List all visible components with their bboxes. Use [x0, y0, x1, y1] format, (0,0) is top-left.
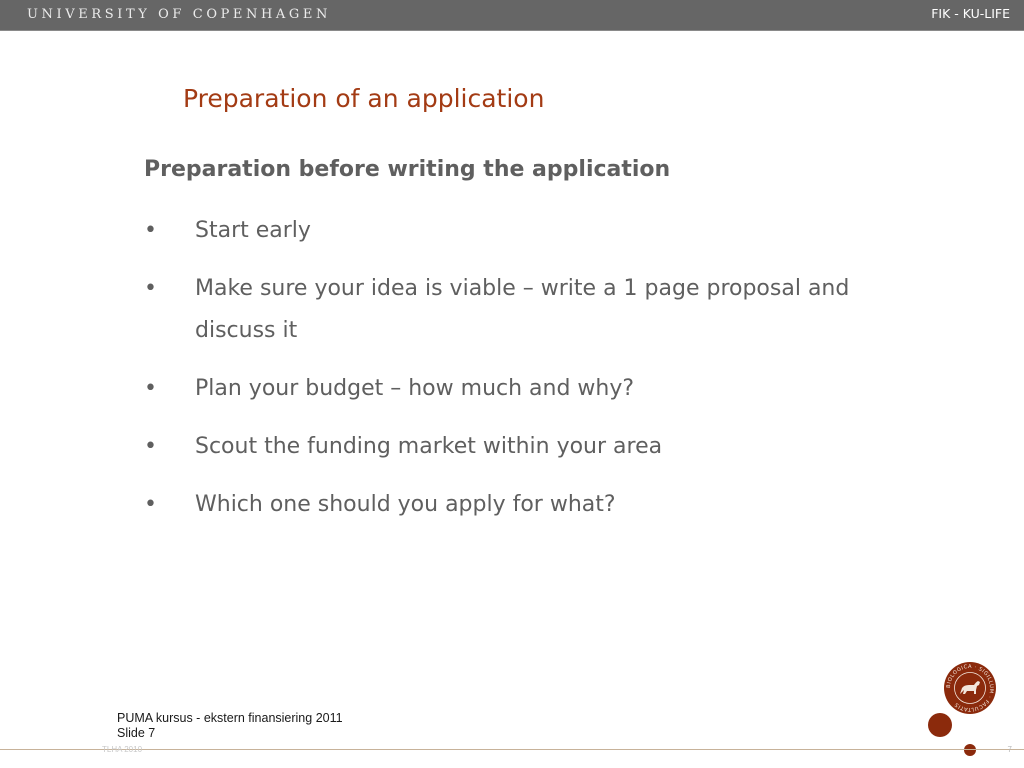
bullet-text: Which one should you apply for what? — [195, 492, 616, 517]
svg-text:BIOLOGICA · SIGILLUM · FACULTA: BIOLOGICA · SIGILLUM · FACULTATIS — [945, 663, 995, 713]
slide-subheading: Preparation before writing the application — [144, 157, 671, 182]
bullet-item — [144, 368, 855, 410]
bullet-dot: • — [144, 376, 157, 401]
footer-page-number: 7 — [1007, 745, 1012, 754]
header-bar — [0, 0, 1024, 31]
bullet-item — [144, 426, 855, 468]
bullet-dot: • — [144, 218, 157, 243]
bullet-item — [144, 210, 855, 252]
bullet-list — [144, 210, 850, 526]
bullet-text: Plan your budget – how much and why? — [195, 376, 635, 401]
slide-content — [144, 154, 850, 542]
bullet-text: Start early — [195, 218, 311, 243]
bullet-text: Make sure your idea is viable – write a 1 page proposal and discuss it — [195, 276, 850, 343]
bullet-dot: • — [144, 492, 157, 517]
slide-title: Preparation of an application — [183, 84, 545, 113]
bullet-item — [144, 484, 855, 526]
bullet-item — [144, 268, 855, 352]
bullet-text: Scout the funding market within your area — [195, 434, 663, 459]
footer-course: PUMA kursus - ekstern finansiering 2011 — [117, 711, 343, 725]
footer-slide-label: Slide 7 — [117, 726, 156, 740]
bullet-dot: • — [144, 434, 157, 459]
footer-divider — [0, 749, 1024, 750]
university-name: UNIVERSITY OF COPENHAGEN — [27, 7, 331, 22]
decorative-dot-small — [964, 744, 976, 756]
decorative-dot-large — [928, 713, 952, 737]
footer-year: TLHA 2010 — [102, 745, 143, 754]
department-label: FIK - KU-LIFE — [931, 6, 1010, 21]
university-seal-icon — [943, 661, 997, 715]
bullet-dot: • — [144, 276, 157, 301]
